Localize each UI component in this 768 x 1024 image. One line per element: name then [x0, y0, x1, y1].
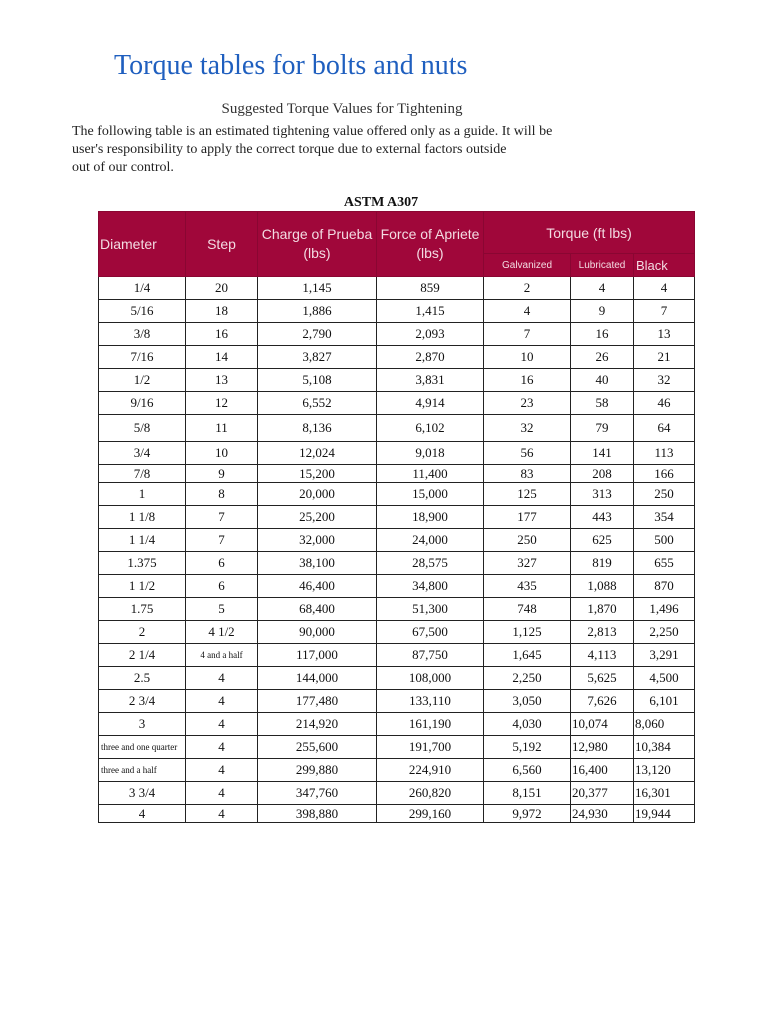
table-row — [99, 392, 695, 415]
cell-black: 7 — [634, 300, 695, 323]
cell-force: 4,914 — [377, 392, 484, 415]
cell-step: 4 and a half — [186, 644, 258, 667]
cell-galvanized: 748 — [484, 598, 571, 621]
cell-lubricated: 7,626 — [571, 690, 634, 713]
page-subtitle: Suggested Torque Values for Tightening — [221, 101, 463, 117]
intro-line: user's responsibility to apply the correct torque due to external factors outside — [72, 142, 507, 157]
cell-galvanized: 435 — [484, 575, 571, 598]
cell-galvanized: 8,151 — [484, 782, 571, 805]
cell-galvanized: 1,645 — [484, 644, 571, 667]
table-caption — [0, 195, 768, 211]
cell-lubricated: 141 — [571, 442, 634, 465]
cell-diameter: 1 1/2 — [99, 575, 186, 598]
table-row — [99, 782, 695, 805]
cell-diameter: 1.375 — [99, 552, 186, 575]
cell-lubricated: 1,870 — [571, 598, 634, 621]
table-row — [99, 506, 695, 529]
cell-charge: 12,024 — [258, 442, 377, 465]
cell-galvanized: 3,050 — [484, 690, 571, 713]
cell-lubricated: 625 — [571, 529, 634, 552]
table-body — [99, 277, 695, 823]
cell-charge: 214,920 — [258, 713, 377, 736]
cell-black: 4,500 — [634, 667, 695, 690]
cell-lubricated: 443 — [571, 506, 634, 529]
intro-line: out of our control. — [72, 160, 174, 175]
table-row — [99, 667, 695, 690]
cell-diameter: 5/16 — [99, 300, 186, 323]
cell-black: 500 — [634, 529, 695, 552]
cell-charge: 177,480 — [258, 690, 377, 713]
cell-black: 113 — [634, 442, 695, 465]
cell-galvanized: 5,192 — [484, 736, 571, 759]
cell-diameter: three and a half — [99, 759, 186, 782]
cell-step: 14 — [186, 346, 258, 369]
table-row — [99, 442, 695, 465]
table-row — [99, 415, 695, 442]
cell-galvanized: 83 — [484, 465, 571, 483]
cell-charge: 15,200 — [258, 465, 377, 483]
cell-force: 3,831 — [377, 369, 484, 392]
cell-black: 13 — [634, 323, 695, 346]
cell-diameter: 7/8 — [99, 465, 186, 483]
cell-force: 2,093 — [377, 323, 484, 346]
cell-step: 4 — [186, 759, 258, 782]
cell-galvanized: 9,972 — [484, 805, 571, 823]
intro-line: The following table is an estimated tightening value offered only as a guide. It will be — [72, 124, 553, 139]
cell-diameter: 5/8 — [99, 415, 186, 442]
table-row — [99, 483, 695, 506]
header-black: Black — [634, 254, 695, 277]
cell-black: 8,060 — [634, 713, 695, 736]
cell-lubricated: 16,400 — [571, 759, 634, 782]
cell-diameter: 1 — [99, 483, 186, 506]
cell-force: 260,820 — [377, 782, 484, 805]
cell-lubricated: 819 — [571, 552, 634, 575]
cell-step: 4 — [186, 736, 258, 759]
header-galvanized: Galvanized — [484, 254, 571, 277]
cell-force: 6,102 — [377, 415, 484, 442]
cell-galvanized: 6,560 — [484, 759, 571, 782]
cell-step: 4 1/2 — [186, 621, 258, 644]
header-lubricated: Lubricated — [571, 254, 634, 277]
cell-step: 4 — [186, 667, 258, 690]
cell-force: 11,400 — [377, 465, 484, 483]
cell-diameter: 3/4 — [99, 442, 186, 465]
cell-galvanized: 327 — [484, 552, 571, 575]
table-row — [99, 575, 695, 598]
cell-diameter: 1.75 — [99, 598, 186, 621]
cell-force: 133,110 — [377, 690, 484, 713]
cell-charge: 398,880 — [258, 805, 377, 823]
cell-step: 16 — [186, 323, 258, 346]
cell-diameter: 9/16 — [99, 392, 186, 415]
cell-lubricated: 1,088 — [571, 575, 634, 598]
cell-force: 2,870 — [377, 346, 484, 369]
cell-diameter: three and one quarter — [99, 736, 186, 759]
header-diameter: Diameter — [99, 212, 186, 277]
header-step: Step — [186, 212, 258, 277]
cell-lubricated: 26 — [571, 346, 634, 369]
cell-lubricated: 5,625 — [571, 667, 634, 690]
table-row — [99, 759, 695, 782]
cell-charge: 38,100 — [258, 552, 377, 575]
cell-step: 10 — [186, 442, 258, 465]
cell-diameter: 2 3/4 — [99, 690, 186, 713]
cell-galvanized: 32 — [484, 415, 571, 442]
cell-step: 20 — [186, 277, 258, 300]
cell-black: 250 — [634, 483, 695, 506]
cell-charge: 6,552 — [258, 392, 377, 415]
cell-charge: 3,827 — [258, 346, 377, 369]
cell-lubricated: 24,930 — [571, 805, 634, 823]
table-row — [99, 552, 695, 575]
table-row — [99, 690, 695, 713]
cell-charge: 8,136 — [258, 415, 377, 442]
cell-diameter: 3 — [99, 713, 186, 736]
cell-black: 16,301 — [634, 782, 695, 805]
header-force: Force of Apriete (lbs) — [377, 212, 484, 277]
cell-lubricated: 9 — [571, 300, 634, 323]
table-row — [99, 323, 695, 346]
cell-lubricated: 79 — [571, 415, 634, 442]
cell-galvanized: 2,250 — [484, 667, 571, 690]
cell-black: 3,291 — [634, 644, 695, 667]
cell-diameter: 1 1/4 — [99, 529, 186, 552]
cell-diameter: 7/16 — [99, 346, 186, 369]
cell-galvanized: 250 — [484, 529, 571, 552]
page-title: Torque tables for bolts and nuts — [114, 50, 468, 81]
cell-step: 13 — [186, 369, 258, 392]
cell-black: 2,250 — [634, 621, 695, 644]
cell-charge: 1,886 — [258, 300, 377, 323]
cell-force: 87,750 — [377, 644, 484, 667]
cell-force: 28,575 — [377, 552, 484, 575]
cell-galvanized: 16 — [484, 369, 571, 392]
cell-black: 166 — [634, 465, 695, 483]
cell-step: 4 — [186, 805, 258, 823]
cell-black: 4 — [634, 277, 695, 300]
cell-step: 6 — [186, 552, 258, 575]
cell-force: 299,160 — [377, 805, 484, 823]
cell-charge: 32,000 — [258, 529, 377, 552]
table-row — [99, 277, 695, 300]
cell-force: 24,000 — [377, 529, 484, 552]
table-row — [99, 713, 695, 736]
cell-lubricated: 208 — [571, 465, 634, 483]
cell-diameter: 3 3/4 — [99, 782, 186, 805]
cell-force: 34,800 — [377, 575, 484, 598]
cell-force: 67,500 — [377, 621, 484, 644]
cell-step: 11 — [186, 415, 258, 442]
cell-galvanized: 1,125 — [484, 621, 571, 644]
cell-charge: 5,108 — [258, 369, 377, 392]
cell-charge: 117,000 — [258, 644, 377, 667]
cell-force: 1,415 — [377, 300, 484, 323]
cell-black: 64 — [634, 415, 695, 442]
cell-charge: 46,400 — [258, 575, 377, 598]
cell-force: 161,190 — [377, 713, 484, 736]
table-row — [99, 598, 695, 621]
table-row — [99, 621, 695, 644]
cell-black: 19,944 — [634, 805, 695, 823]
cell-force: 108,000 — [377, 667, 484, 690]
cell-diameter: 2.5 — [99, 667, 186, 690]
cell-charge: 68,400 — [258, 598, 377, 621]
cell-step: 18 — [186, 300, 258, 323]
cell-diameter: 2 1/4 — [99, 644, 186, 667]
cell-black: 13,120 — [634, 759, 695, 782]
cell-charge: 2,790 — [258, 323, 377, 346]
cell-charge: 347,760 — [258, 782, 377, 805]
cell-lubricated: 20,377 — [571, 782, 634, 805]
cell-step: 5 — [186, 598, 258, 621]
cell-galvanized: 56 — [484, 442, 571, 465]
cell-force: 191,700 — [377, 736, 484, 759]
table-row — [99, 369, 695, 392]
cell-galvanized: 7 — [484, 323, 571, 346]
cell-step: 4 — [186, 713, 258, 736]
table-row — [99, 465, 695, 483]
table-row — [99, 736, 695, 759]
cell-step: 4 — [186, 690, 258, 713]
cell-lubricated: 58 — [571, 392, 634, 415]
cell-step: 12 — [186, 392, 258, 415]
cell-lubricated: 313 — [571, 483, 634, 506]
cell-charge: 1,145 — [258, 277, 377, 300]
cell-galvanized: 177 — [484, 506, 571, 529]
cell-black: 46 — [634, 392, 695, 415]
cell-diameter: 1 1/8 — [99, 506, 186, 529]
cell-lubricated: 2,813 — [571, 621, 634, 644]
table-row — [99, 346, 695, 369]
cell-diameter: 3/8 — [99, 323, 186, 346]
cell-step: 7 — [186, 506, 258, 529]
cell-force: 9,018 — [377, 442, 484, 465]
cell-charge: 90,000 — [258, 621, 377, 644]
header-charge: Charge of Prueba (lbs) — [258, 212, 377, 277]
cell-black: 10,384 — [634, 736, 695, 759]
cell-charge: 144,000 — [258, 667, 377, 690]
table-row — [99, 644, 695, 667]
cell-black: 1,496 — [634, 598, 695, 621]
cell-black: 32 — [634, 369, 695, 392]
cell-black: 354 — [634, 506, 695, 529]
cell-galvanized: 4,030 — [484, 713, 571, 736]
cell-step: 9 — [186, 465, 258, 483]
cell-force: 859 — [377, 277, 484, 300]
cell-step: 8 — [186, 483, 258, 506]
intro-paragraph — [72, 123, 572, 177]
cell-black: 21 — [634, 346, 695, 369]
cell-charge: 299,880 — [258, 759, 377, 782]
torque-table — [98, 211, 695, 823]
cell-lubricated: 4,113 — [571, 644, 634, 667]
cell-black: 655 — [634, 552, 695, 575]
cell-diameter: 2 — [99, 621, 186, 644]
cell-lubricated: 16 — [571, 323, 634, 346]
cell-diameter: 1/4 — [99, 277, 186, 300]
cell-diameter: 4 — [99, 805, 186, 823]
cell-charge: 20,000 — [258, 483, 377, 506]
cell-step: 4 — [186, 782, 258, 805]
cell-black: 870 — [634, 575, 695, 598]
cell-galvanized: 10 — [484, 346, 571, 369]
cell-force: 18,900 — [377, 506, 484, 529]
cell-force: 15,000 — [377, 483, 484, 506]
cell-galvanized: 125 — [484, 483, 571, 506]
cell-force: 51,300 — [377, 598, 484, 621]
table-row — [99, 529, 695, 552]
cell-charge: 255,600 — [258, 736, 377, 759]
cell-black: 6,101 — [634, 690, 695, 713]
cell-force: 224,910 — [377, 759, 484, 782]
cell-galvanized: 4 — [484, 300, 571, 323]
cell-lubricated: 10,074 — [571, 713, 634, 736]
table-row — [99, 300, 695, 323]
cell-diameter: 1/2 — [99, 369, 186, 392]
table-caption-text: ASTM A307 — [343, 195, 419, 210]
cell-charge: 25,200 — [258, 506, 377, 529]
cell-step: 6 — [186, 575, 258, 598]
cell-galvanized: 23 — [484, 392, 571, 415]
cell-galvanized: 2 — [484, 277, 571, 300]
cell-step: 7 — [186, 529, 258, 552]
table-row — [99, 805, 695, 823]
cell-lubricated: 4 — [571, 277, 634, 300]
cell-lubricated: 12,980 — [571, 736, 634, 759]
cell-lubricated: 40 — [571, 369, 634, 392]
header-torque: Torque (ft lbs) — [484, 212, 695, 254]
